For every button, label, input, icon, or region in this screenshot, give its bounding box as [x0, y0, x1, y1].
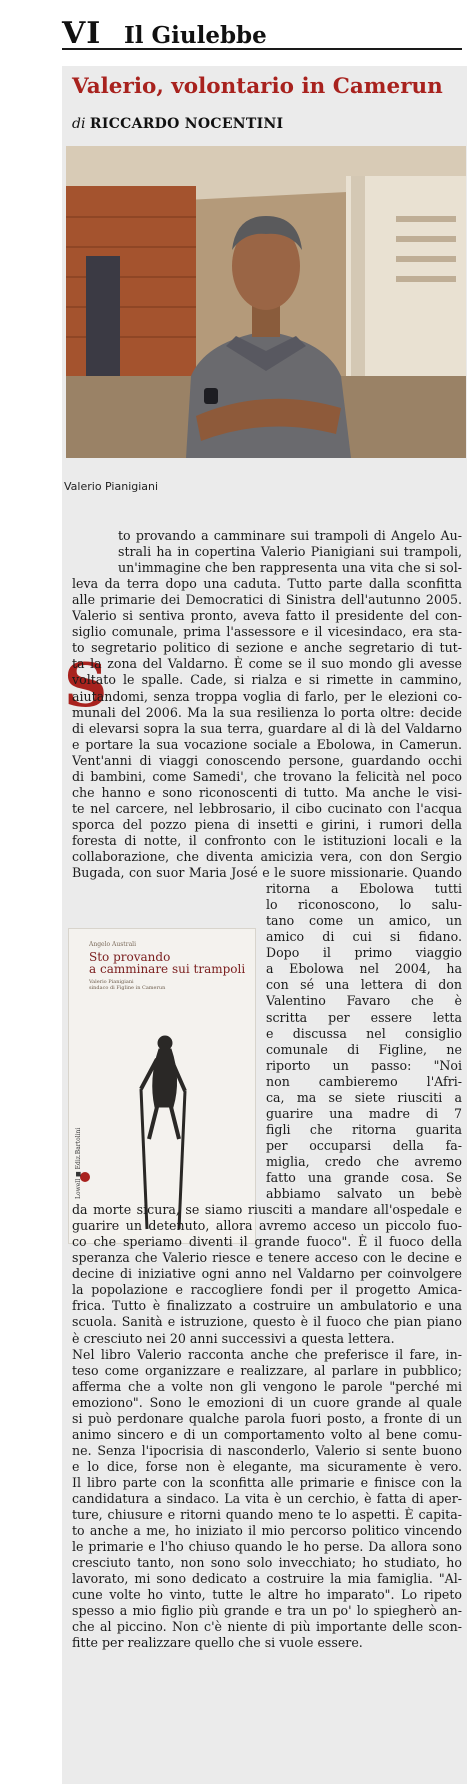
article-text-line: con sé una lettera di don: [266, 977, 462, 992]
article-text-line: non cambieremo l'Afri-: [266, 1074, 462, 1089]
photo-caption: Valerio Pianigiani: [64, 480, 159, 493]
article-text-line: Bugada, con suor Maria José e le suore missionarie. Quando: [72, 865, 462, 880]
book-author: Angelo Australi: [89, 941, 136, 948]
section-title: Il Giulebbe: [124, 22, 267, 49]
page-number: VI: [62, 16, 102, 51]
article-text-line: miglia, credo che avremo: [266, 1154, 462, 1169]
article-text-line: e discussa nel consiglio: [266, 1026, 462, 1041]
article-text-line: sporca del pozzo piena di insetti e girini, i rumori della: [72, 817, 462, 832]
book-subtitle-line: Valerio Pianigiani: [89, 979, 134, 985]
article-text-line: di elevarsi sopra la sua terra, guardare al di là del Valdarno: [72, 721, 462, 736]
byline: [72, 116, 283, 132]
article-text-line: foresta di notte, il confronto con le istituzioni locali e la: [72, 833, 462, 848]
article-headline: Valerio, volontario in Camerun: [72, 74, 443, 99]
article-text-line: a Ebolowa nel 2004, ha: [266, 961, 462, 976]
book-publisher: Lowell ■ Ediz.Bartolini: [75, 1127, 82, 1199]
article-text-line: to segretario politico di sezione e anche segretario di tut-: [72, 640, 462, 655]
article-text-line: te nel carcere, nel lebbrosario, il cibo cucinato con l'acqua: [72, 801, 462, 816]
article-text-line: che hanno e sono riconoscenti di tutto. Ma anche le visi-: [72, 785, 462, 800]
article-text-line: lo riconoscono, lo salu-: [266, 897, 462, 912]
article-text-line: che al piccino. Non c'è niente di più importante delle scon-: [72, 1619, 462, 1634]
article-text-line: Vent'anni di viaggi conoscendo persone, guardando occhi: [72, 753, 462, 768]
author-name: RICCARDO NOCENTINI: [89, 116, 284, 132]
article-text-line: tano come un amico, un: [266, 913, 462, 928]
article-text-line: riporto un passo: "Noi: [266, 1058, 462, 1073]
article-text-line: amico di cui si fidano.: [266, 929, 462, 944]
book-title-line: Sto provando: [89, 950, 171, 964]
article-text-line: afferma che a volte non gli vengono le parole "perché mi: [72, 1379, 462, 1394]
article-text-line: frica. Tutto è finalizzato a costruire un ambulatorio e una: [72, 1298, 462, 1313]
article-text-line: guarire una madre di 7: [266, 1106, 462, 1121]
article-photo: [66, 146, 466, 458]
article-text-line: ca, ma se siete riusciti a: [266, 1090, 462, 1105]
article-text-line: emoziono". Sono le emozioni di un cuore grande al quale: [72, 1395, 462, 1410]
article-text-line: cresciuto tanto, non sono solo invecchiato; ho studiato, ho: [72, 1555, 462, 1570]
article-text-line: comunale di Figline, ne: [266, 1042, 462, 1057]
article-text-line: munali del 2006. Ma la sua resilienza lo porta oltre: decide: [72, 705, 462, 720]
article-text-line: strali ha in copertina Valerio Pianigiani sui trampoli,: [118, 544, 462, 559]
article-text-line: collaborazione, che diventa amicizia vera, con don Sergio: [72, 849, 462, 864]
photo-illustration: [66, 146, 466, 458]
article-text-line: Dopo il primo viaggio: [266, 945, 462, 960]
article-text-line: lavorato, mi sono dedicato a costruire la mia famiglia. "Al-: [72, 1571, 462, 1586]
article-text-line: candidatura a sindaco. La vita è un cerchio, è fatta di aper-: [72, 1491, 462, 1506]
article-text-line: le primarie e l'ho chiuso quando le ho perse. Da allora sono: [72, 1539, 462, 1554]
article-text-line: guarire un detenuto, allora avremo acceso un piccolo fuo-: [72, 1218, 462, 1233]
drop-cap: S: [64, 651, 108, 721]
article-text-line: la popolazione e raccogliere fondi per il progetto Amica-: [72, 1282, 462, 1297]
article-text-line: abbiamo salvato un bebè: [266, 1186, 462, 1201]
article-box: [62, 66, 467, 1784]
article-text-line: di bambini, come Samedi', che trovano la felicità nel poco: [72, 769, 462, 784]
article-text-line: e lo dice, forse non è elegante, ma sicuramente è vero.: [72, 1459, 462, 1474]
article-text-line: to provando a camminare sui trampoli di Angelo Au-: [118, 528, 462, 543]
article-text-line: animo sincero e di un comportamento volto al bene comu-: [72, 1427, 462, 1442]
article-text-line: Nel libro Valerio racconta anche che preferisce il fare, in-: [72, 1347, 462, 1362]
article-text-line: fatto una grande cosa. Se: [266, 1170, 462, 1185]
article-text-line: leva da terra dopo una caduta. Tutto parte dalla sconfitta: [72, 576, 462, 591]
article-text-line: siglio comunale, prima l'assessore e il vicesindaco, era sta-: [72, 624, 462, 639]
article-text-line: cune volte ho vinto, tutte le altre ho imparato". Lo ripeto: [72, 1587, 462, 1602]
masthead: [62, 12, 462, 50]
article-text-line: Valentino Favaro che è: [266, 993, 462, 1008]
article-text-line: decine di iniziative ogni anno nel Valdarno per coinvolgere: [72, 1266, 462, 1281]
article-text-line: spesso a mio figlio più grande e tra un po' lo spiegherò an-: [72, 1603, 462, 1618]
article-text-line: scuola. Sanità e istruzione, questo è il fuoco che pian piano: [72, 1314, 462, 1329]
article-text-line: ture, chiusure e ritorni quando meno te lo aspetti. È capita-: [72, 1507, 462, 1522]
article-text-line: ritorna a Ebolowa tutti: [266, 881, 462, 896]
book-cover-image: [68, 928, 256, 1244]
article-text-line: to anche a me, ho iniziato il mio percorso politico vincendo: [72, 1523, 462, 1538]
article-text-line: da morte sicura, se siamo riusciti a mandare all'ospedale e: [72, 1202, 462, 1217]
article-text-line: per occuparsi della fa-: [266, 1138, 462, 1153]
article-text-line: alle primarie dei Democratici di Sinistra dell'autunno 2005.: [72, 592, 462, 607]
article-text-line: figli che ritorna guarita: [266, 1122, 462, 1137]
article-text-line: scritta per essere letta: [266, 1010, 462, 1025]
article-text-line: speranza che Valerio riesce e tenere acceso con le decine e: [72, 1250, 462, 1265]
article-text-line: si può perdonare qualche parola fuori posto, a fronte di un: [72, 1411, 462, 1426]
article-text-line: aiutandomi, senza troppa voglia di farlo, per le elezioni co-: [72, 689, 462, 704]
book-title-line: a camminare sui trampoli: [89, 962, 246, 976]
book-subtitle-line: sindaco di Figline in Camerun: [89, 985, 166, 991]
article-text-line: teso come organizzare e realizzare, al parlare in pubblico;: [72, 1363, 462, 1378]
article-text-line: fitte per realizzare quello che si vuole essere.: [72, 1635, 363, 1650]
article-text-line: co che speriamo diventi il grande fuoco". È il fuoco della: [72, 1234, 462, 1249]
byline-prefix: di: [72, 116, 86, 132]
stilt-walker-illustration: [69, 929, 255, 1243]
article-text-line: ne. Senza l'ipocrisia di nasconderlo, Valerio si sente buono: [72, 1443, 462, 1458]
article-text-line: e portare la sua vocazione sociale a Ebolowa, in Camerun.: [72, 737, 462, 752]
article-text-line: è cresciuto nei 20 anni successivi a questa lettera.: [72, 1331, 395, 1346]
article-text-line: Valerio si sentiva pronto, aveva fatto il presidente del con-: [72, 608, 462, 623]
article-text-line: ta la zona del Valdarno. È come se il suo mondo gli avesse: [72, 656, 462, 671]
article-text-line: voltato le spalle. Cade, si rialza e si rimette in cammino,: [72, 672, 462, 687]
article-text-line: un'immagine che ben rappresenta una vita che si sol-: [118, 560, 462, 575]
article-text-line: Il libro parte con la sconfitta alle primarie e finisce con la: [72, 1475, 462, 1490]
